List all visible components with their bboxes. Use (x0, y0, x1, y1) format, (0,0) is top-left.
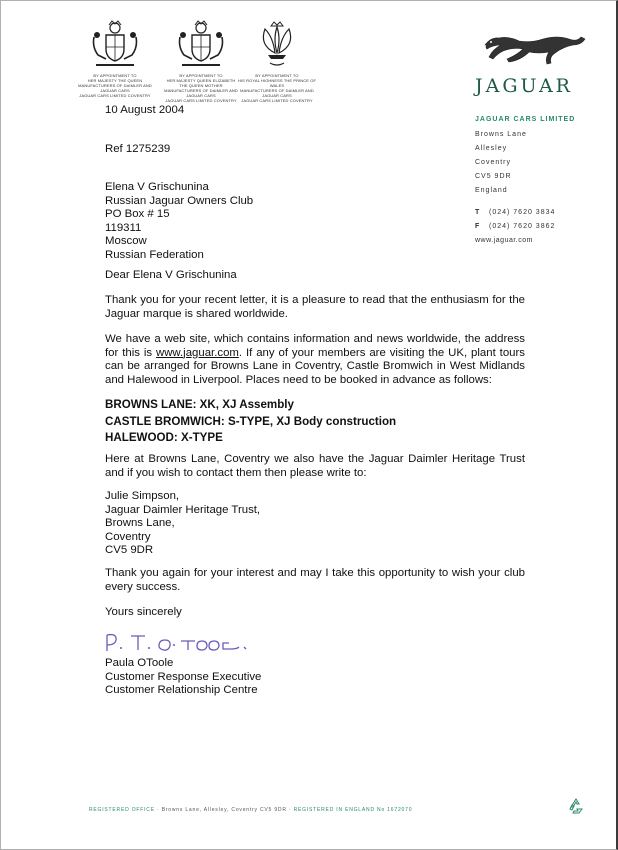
royal-crest-icon (174, 19, 228, 71)
royal-warrant-queen-mother (161, 19, 241, 103)
royal-crest-icon (88, 19, 142, 71)
warrant-text: BY APPOINTMENT TO HER MAJESTY QUEEN ELIZABETH THE QUEEN MOTHER MANUFACTURERS OF DAIMLER AND JAGUAR CARS JAGUAR CARS LIMITED COVENTRY (164, 73, 238, 103)
recipient-line: Russian Federation (105, 248, 204, 261)
plant-item: HALEWOOD: X-TYPE (105, 431, 223, 444)
reference-number: Ref 1275239 (105, 143, 171, 155)
paragraph-thanks: Thank you for your recent letter, it is a pleasure to read that the enthusiasm for the Jaguar marque is shared worldwide. (105, 294, 525, 320)
plant-list (105, 397, 396, 447)
address-line: England (475, 187, 508, 194)
contact-line: Julie Simpson, (105, 490, 180, 502)
warrant-text: BY APPOINTMENT TO HIS ROYAL HIGHNESS THE PRINCE OF WALES MANUFACTURERS OF DAIMLER AND JAGUAR CARS JAGUAR CARS LIMITED COVENTRY (237, 73, 317, 103)
website-text: www.jaguar.com (475, 237, 533, 244)
paragraph-website: We have a web site, which contains information and news worldwide, the address for this is www.jaguar.com. If any of your members are visiting the UK, plant tours can be arranged for Browns Lane in Coventry, Castle Bromwich in West Midlands and Halewood in Liverpool. Places need to be booked in advance as follows: (105, 333, 525, 386)
footer-registration: REGISTERED IN ENGLAND No 1672070 (293, 807, 413, 813)
paragraph-heritage: Here at Browns Lane, Coventry we also have the Jaguar Daimler Heritage Trust and if you wish to contact them then please write to: (105, 453, 525, 479)
phone-line (475, 209, 555, 216)
company-name: JAGUAR CARS LIMITED (475, 116, 576, 123)
recycle-icon (567, 797, 585, 820)
brand-wordmark: JAGUAR (475, 75, 573, 97)
recycle-symbol-icon (567, 797, 585, 815)
phone-label: T (475, 209, 481, 216)
signatory-block (105, 657, 261, 698)
contact-address (105, 490, 260, 558)
phone-number: (024) 7620 3834 (489, 209, 556, 216)
letter-date: 10 August 2004 (105, 104, 185, 116)
closing: Yours sincerely (105, 606, 182, 618)
recipient-line: 119311 (105, 221, 142, 234)
contact-line: Browns Lane, (105, 517, 175, 529)
registered-office-footer: REGISTERED OFFICE · Browns Lane, Allesley, Coventry CV5 9DR · REGISTERED IN ENGLAND No 1672070 (89, 807, 413, 813)
plant-item: BROWNS LANE: XK, XJ Assembly (105, 398, 294, 411)
recipient-line: Russian Jaguar Owners Club (105, 194, 254, 207)
salutation: Dear Elena V Grischunina (105, 269, 237, 281)
signatory-department: Customer Relationship Centre (105, 684, 258, 696)
prince-of-wales-feathers-icon (250, 19, 304, 71)
address-line: Coventry (475, 159, 512, 166)
website-link[interactable]: www.jaguar.com (155, 346, 239, 359)
contact-line: Coventry (105, 530, 151, 543)
royal-warrant-queen (75, 19, 155, 98)
footer-address: Browns Lane, Allesley, Coventry CV5 9DR (161, 807, 287, 813)
warrant-text: BY APPOINTMENT TO HER MAJESTY THE QUEEN MANUFACTURERS OF DAIMLER AND JAGUAR CARS JAGUAR CARS LIMITED COVENTRY (78, 73, 152, 98)
fax-line (475, 223, 555, 230)
royal-warrant-prince-of-wales (237, 19, 317, 103)
recipient-line: PO Box # 15 (105, 208, 170, 220)
fax-label: F (475, 223, 481, 230)
signatory-name: Paula OToole (105, 657, 174, 669)
signatory-title: Customer Response Executive (105, 670, 262, 683)
address-line: CV5 9DR (475, 173, 512, 180)
signature-icon (101, 629, 271, 655)
footer-label: REGISTERED OFFICE (89, 807, 155, 813)
address-line: Allesley (475, 145, 508, 152)
contact-line: CV5 9DR (105, 544, 154, 556)
recipient-line: Elena V Grischunina (105, 181, 209, 193)
contact-line: Jaguar Daimler Heritage Trust, (105, 503, 261, 516)
handwritten-signature (101, 629, 271, 660)
jaguar-leaper-logo (471, 31, 591, 80)
paragraph-closing: Thank you again for your interest and may I take this opportunity to wish your club every success. (105, 567, 525, 593)
fax-number: (024) 7620 3862 (489, 223, 556, 230)
plant-item: CASTLE BROMWICH: S-TYPE, XJ Body construction (105, 414, 397, 428)
address-line: Browns Lane (475, 131, 527, 138)
recipient-line: Moscow (105, 235, 147, 247)
leaping-jaguar-icon (471, 31, 589, 75)
recipient-address (105, 181, 253, 262)
